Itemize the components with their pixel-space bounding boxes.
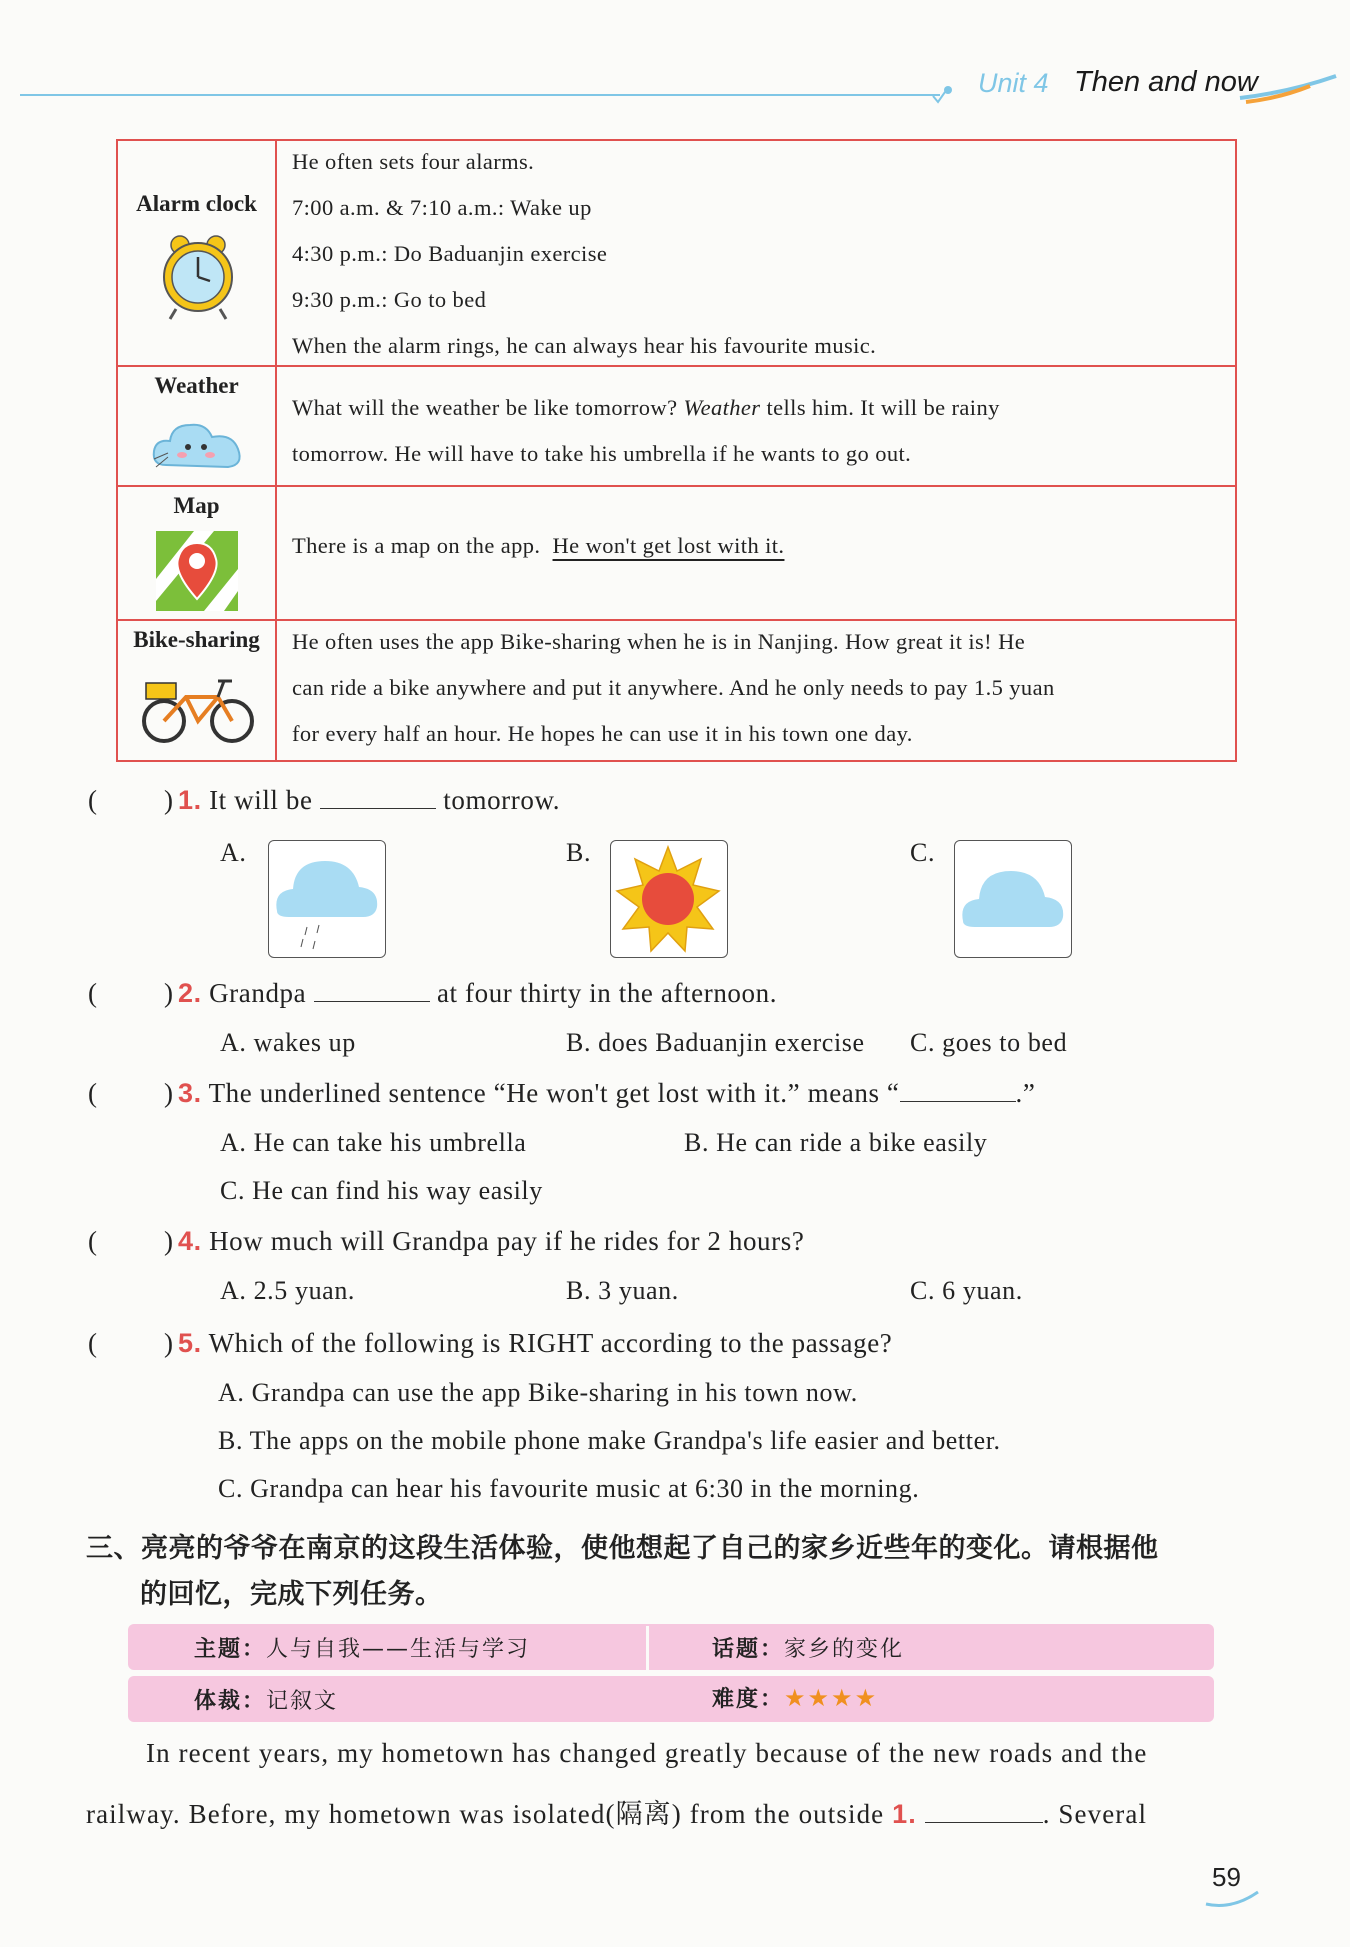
- answer-paren-close: ): [164, 1226, 173, 1256]
- section-3-instruction-cont: 的回忆，完成下列任务。: [140, 1579, 443, 1610]
- unit-title: Then and now: [1074, 66, 1258, 98]
- answer-paren-open: (: [88, 1226, 97, 1256]
- alarm-line: 4:30 p.m.: Do Baduanjin exercise: [292, 241, 608, 266]
- passage-line-1: In recent years, my hometown has changed greatly because of the new roads and the: [146, 1738, 1148, 1768]
- option-a: A.: [220, 838, 247, 867]
- option-a: A. 2.5 yuan.: [220, 1276, 356, 1305]
- question-4: 4. How much will Grandpa pay if he rides for 2 hours?: [178, 1226, 805, 1256]
- row-label-alarm-clock: Alarm clock: [136, 191, 257, 216]
- answer-paren-close: ): [164, 978, 173, 1008]
- weather-line: What will the weather be like tomorrow? Weather tells him. It will be rainy: [292, 395, 1000, 420]
- option-b: B. 3 yuan.: [566, 1276, 679, 1305]
- option-a: A. He can take his umbrella: [220, 1128, 527, 1157]
- section-3-instruction: 三、亮亮的爷爷在南京的这段生活体验，使他想起了自己的家乡近些年的变化。请根据他: [86, 1533, 1159, 1564]
- rain-cloud-icon: [268, 840, 386, 958]
- star-icon: ★: [831, 1684, 855, 1712]
- star-icon: ★: [807, 1684, 832, 1712]
- info-bar-genre: 体裁：记叙文 难度：★★★★: [128, 1676, 1214, 1722]
- answer-paren-open: (: [88, 978, 97, 1008]
- star-icon: ★: [784, 1684, 808, 1712]
- difficulty-stars: [784, 1684, 879, 1712]
- answer-paren-close: ): [164, 785, 173, 815]
- option-c: C.: [910, 838, 936, 867]
- option-b: B. The apps on the mobile phone make Grandpa's life easier and better.: [218, 1426, 1001, 1455]
- option-c: C. Grandpa can hear his favourite music at 6:30 in the morning.: [218, 1474, 920, 1503]
- option-c: C. 6 yuan.: [910, 1276, 1023, 1305]
- page-number: 59: [1212, 1862, 1241, 1892]
- answer-paren-open: (: [88, 1328, 97, 1358]
- alarm-line: 7:00 a.m. & 7:10 a.m.: Wake up: [292, 195, 592, 220]
- table-row-map: [118, 487, 1235, 621]
- info-bar-topic: 主题：人与自我——生活与学习 话题：家乡的变化: [128, 1624, 1214, 1670]
- underlined-sentence: He won't get lost with it.: [552, 533, 785, 558]
- alarm-line: When the alarm rings, he can always hear his favourite music.: [292, 333, 877, 358]
- answer-paren-open: (: [88, 1078, 97, 1108]
- option-c: C. He can find his way easily: [220, 1176, 543, 1205]
- swoosh-icon: [1180, 72, 1340, 108]
- question-5: 5. Which of the following is RIGHT according to the passage?: [178, 1328, 893, 1358]
- unit-label: Unit 4: [978, 68, 1049, 98]
- option-b: B. does Baduanjin exercise: [566, 1028, 865, 1057]
- page-swoosh-icon: [1204, 1890, 1260, 1910]
- option-b: B.: [566, 838, 592, 867]
- genre-value: 记叙文: [266, 1689, 339, 1714]
- weather-line: tomorrow. He will have to take his umbrella if he wants to go out.: [292, 441, 912, 466]
- alarm-line: 9:30 p.m.: Go to bed: [292, 287, 487, 312]
- table-row-bike-sharing: [118, 621, 1235, 760]
- bicycle-icon: [138, 669, 258, 747]
- option-a: A. Grandpa can use the app Bike-sharing in his town now.: [218, 1378, 858, 1407]
- answer-blank[interactable]: [314, 979, 430, 1002]
- app-info-table: [116, 139, 1237, 762]
- row-label-bike-sharing: Bike-sharing: [133, 627, 260, 652]
- table-row-weather: [118, 367, 1235, 487]
- sun-icon: [610, 840, 728, 958]
- bike-line: for every half an hour. He hopes he can use it in his town one day.: [292, 721, 913, 746]
- answer-blank[interactable]: [925, 1800, 1043, 1823]
- bike-line: can ride a bike anywhere and put it anywhere. And he only needs to pay 1.5 yuan: [292, 675, 1055, 700]
- option-c: C. goes to bed: [910, 1028, 1068, 1057]
- answer-blank[interactable]: [900, 1079, 1016, 1102]
- star-icon: ★: [854, 1684, 879, 1712]
- passage-line-2: railway. Before, my hometown was isolated(隔离) from the outside 1. . Several: [86, 1799, 1148, 1829]
- alarm-clock-icon: [148, 231, 248, 321]
- option-b: B. He can ride a bike easily: [684, 1128, 988, 1157]
- header-dot-icon: [944, 86, 952, 94]
- topic-value: 人与自我——生活与学习: [266, 1637, 531, 1662]
- answer-paren-close: ): [164, 1328, 173, 1358]
- map-pin-icon: [154, 529, 240, 613]
- cloud-icon: [954, 840, 1072, 958]
- question-3: 3. The underlined sentence “He won't get lost with it.” means “ .”: [178, 1078, 1036, 1108]
- answer-paren-close: ): [164, 1078, 173, 1108]
- bike-line: He often uses the app Bike-sharing when he is in Nanjing. How great it is! He: [292, 629, 1026, 654]
- option-a: A. wakes up: [220, 1028, 356, 1057]
- cloud-icon: [148, 407, 248, 481]
- table-row-alarm-clock: [118, 141, 1235, 367]
- row-label-weather: Weather: [154, 373, 239, 398]
- header-rule: [20, 94, 940, 96]
- map-line: There is a map on the app. He won't get lost with it.: [292, 533, 785, 558]
- question-2: 2. Grandpa at four thirty in the afternoon.: [178, 978, 778, 1008]
- answer-blank[interactable]: [320, 786, 436, 809]
- answer-paren-open: (: [88, 785, 97, 815]
- row-label-map: Map: [173, 493, 220, 518]
- subject-value: 家乡的变化: [784, 1637, 905, 1662]
- alarm-line: He often sets four alarms.: [292, 149, 535, 174]
- question-1: 1. It will be tomorrow.: [178, 785, 561, 815]
